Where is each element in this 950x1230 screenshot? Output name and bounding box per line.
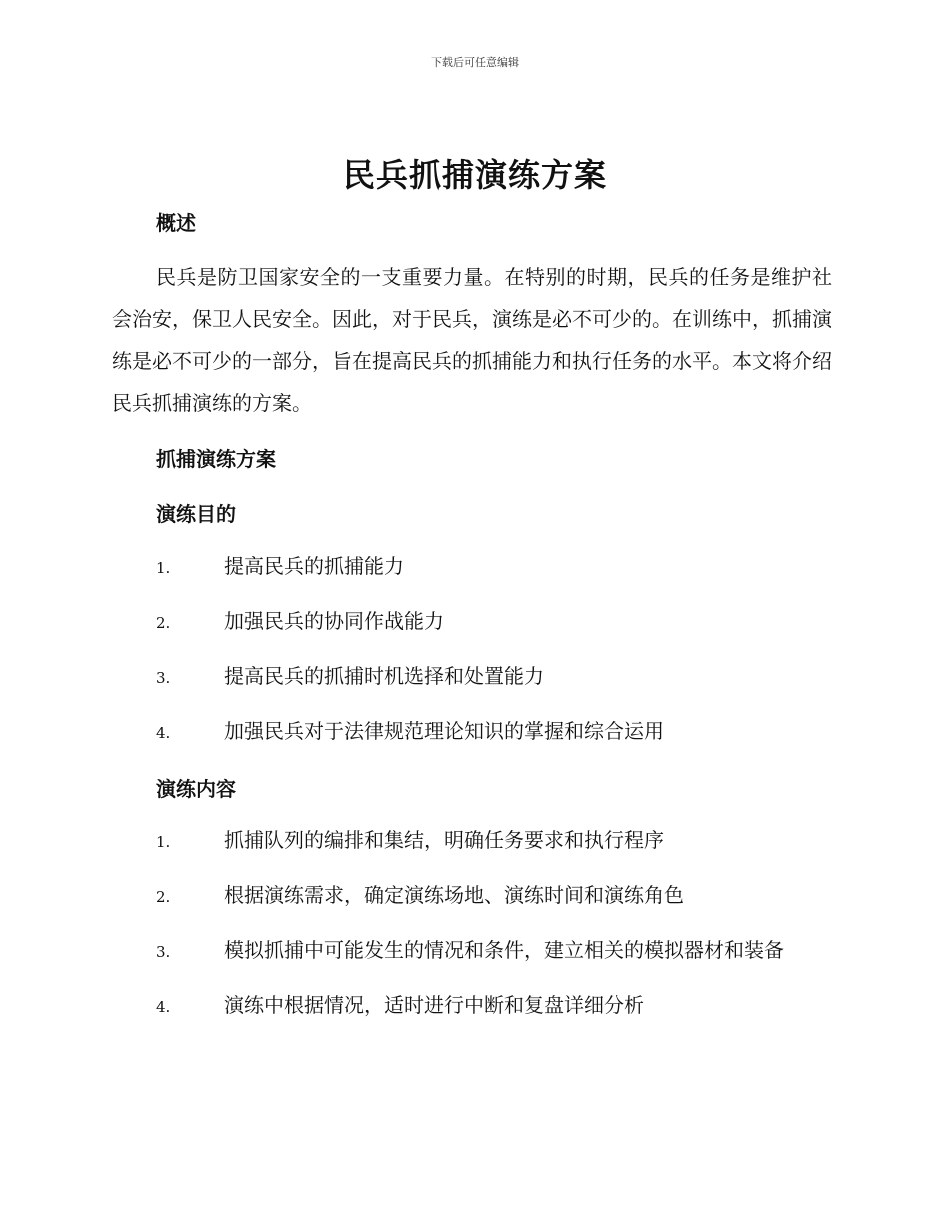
list-item-text: 提高民兵的抓捕时机选择和处置能力 [224, 664, 544, 688]
purpose-heading: 演练目的 [156, 502, 236, 526]
list-number: 4. [156, 998, 171, 1016]
list-item-text: 演练中根据情况，适时进行中断和复盘详细分析 [224, 993, 644, 1017]
list-number: 2. [156, 614, 171, 632]
content-heading: 演练内容 [156, 777, 236, 801]
list-item [156, 664, 664, 719]
list-item-text: 提高民兵的抓捕能力 [224, 554, 404, 578]
list-item-text: 抓捕队列的编排和集结，明确任务要求和执行程序 [224, 828, 664, 852]
list-number: 2. [156, 888, 171, 906]
plan-heading: 抓捕演练方案 [156, 447, 276, 471]
overview-heading: 概述 [156, 211, 196, 235]
list-number: 3. [156, 669, 171, 687]
content-list [156, 828, 784, 1048]
purpose-list [156, 554, 664, 774]
list-item-text: 模拟抓捕中可能发生的情况和条件，建立相关的模拟器材和装备 [224, 938, 784, 962]
list-item-text: 加强民兵对于法律规范理论知识的掌握和综合运用 [224, 719, 664, 743]
document-title: 民兵抓捕演练方案 [342, 156, 607, 194]
list-number: 1. [156, 833, 171, 851]
list-item [156, 883, 784, 938]
list-number: 3. [156, 943, 171, 961]
list-item [156, 993, 784, 1048]
list-item [156, 828, 784, 883]
overview-paragraph: 民兵是防卫国家安全的一支重要力量。在特别的时期，民兵的任务是维护社会治安，保卫人民安全。因此，对于民兵，演练是必不可少的。在训练中，抓捕演练是必不可少的一部分，旨在提高民兵的抓捕能力和执行任务的水平。本文将介绍民兵抓捕演练的方案。 [112, 265, 832, 415]
list-item-text: 根据演练需求，确定演练场地、演练时间和演练角色 [224, 883, 684, 907]
list-item [156, 719, 664, 774]
list-item [156, 938, 784, 993]
list-number: 4. [156, 724, 171, 742]
list-item [156, 554, 664, 609]
list-number: 1. [156, 559, 171, 577]
list-item [156, 609, 664, 664]
list-item-text: 加强民兵的协同作战能力 [224, 609, 444, 633]
header-note: 下载后可任意编辑 [431, 56, 519, 69]
